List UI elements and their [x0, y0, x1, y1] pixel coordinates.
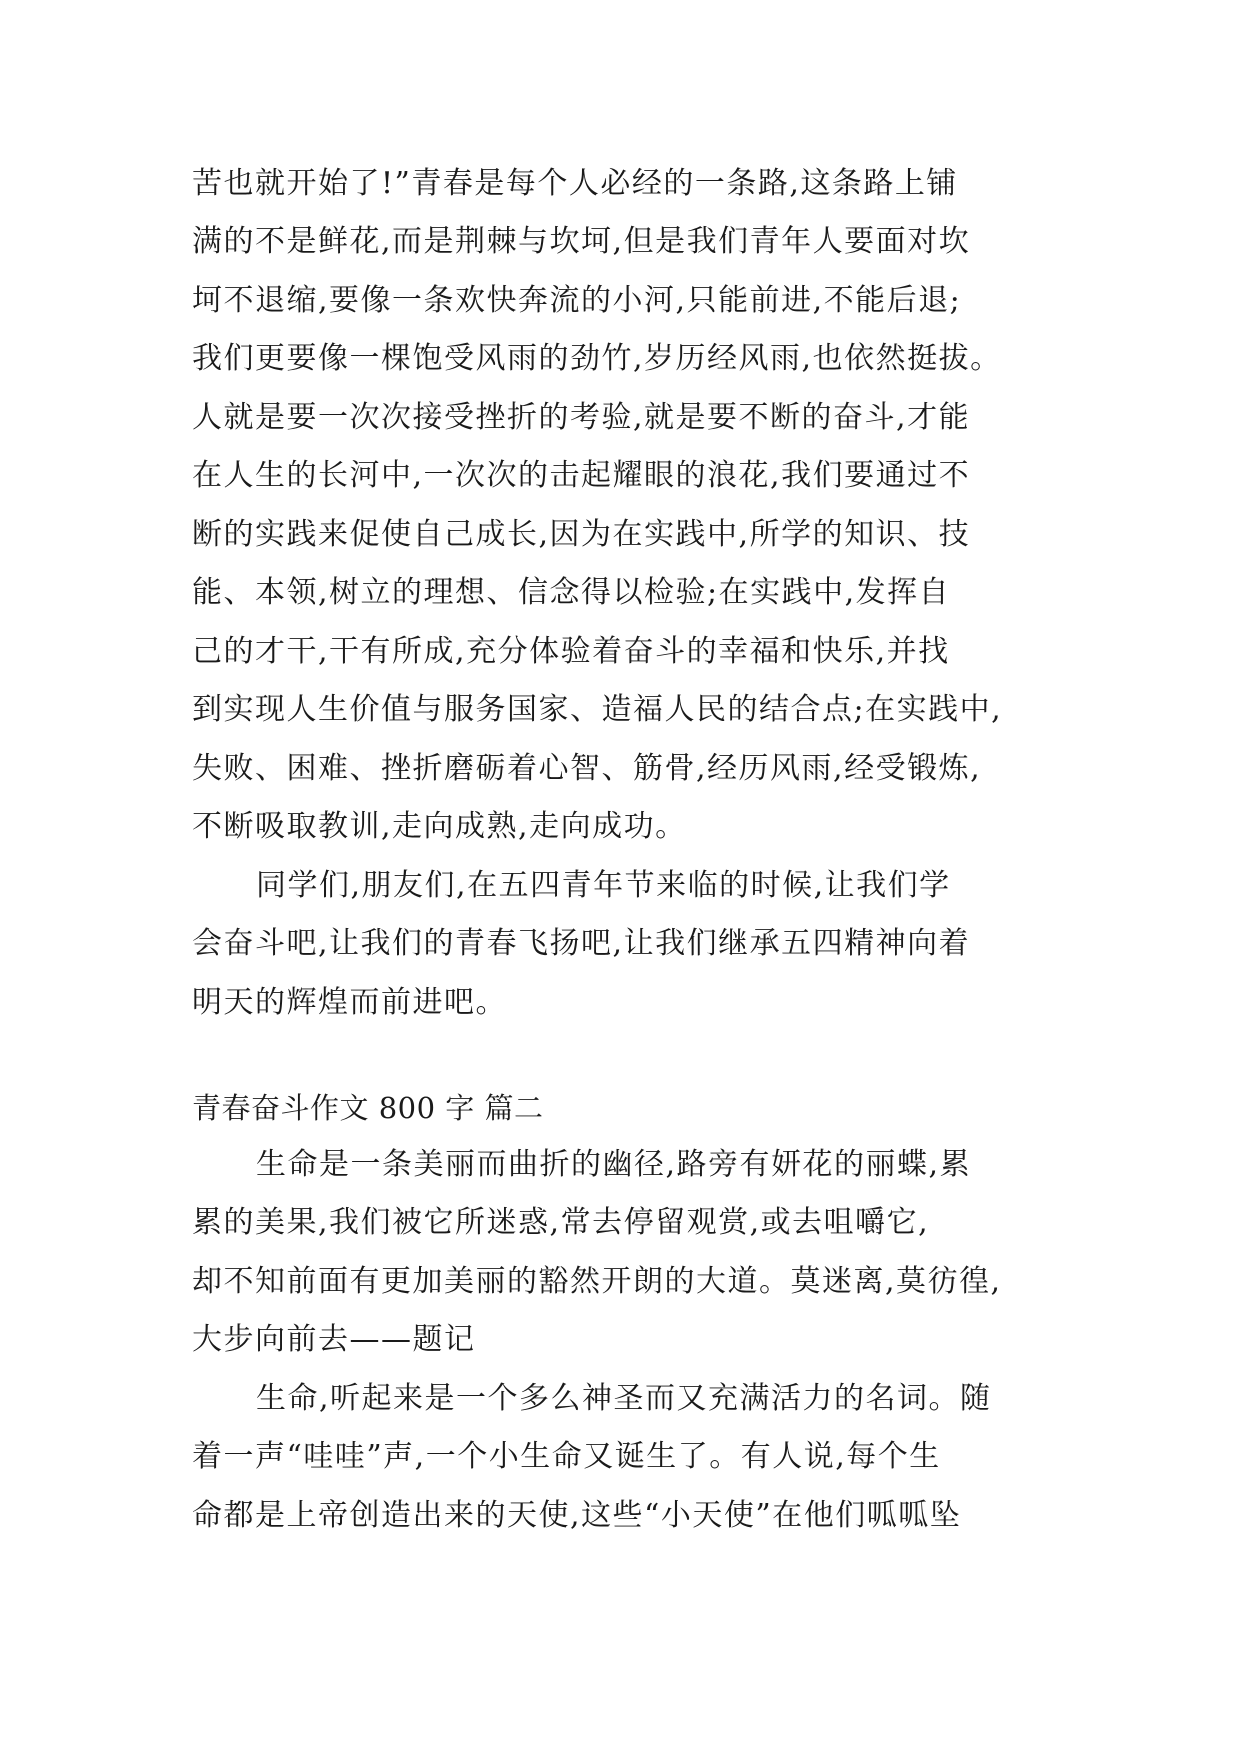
paragraph-line: 不断吸取教训,走向成熟,走向成功。 — [192, 809, 687, 844]
paragraph-line: 在人生的长河中,一次次的击起耀眼的浪花,我们要通过不 — [192, 458, 971, 493]
paragraph-line: 生命,听起来是一个多么神圣而又充满活力的名词。随 — [256, 1381, 992, 1416]
paragraph-line: 着一声“哇哇”声,一个小生命又诞生了。有人说,每个生 — [192, 1439, 941, 1474]
paragraph-line: 同学们,朋友们,在五四青年节来临的时候,让我们学 — [256, 868, 951, 903]
paragraph-line: 命都是上帝创造出来的天使,这些“小天使”在他们呱呱坠 — [192, 1498, 962, 1533]
paragraph-line: 己的才干,干有所成,充分体验着奋斗的幸福和快乐,并找 — [192, 634, 950, 669]
paragraph-line: 人就是要一次次接受挫折的考验,就是要不断的奋斗,才能 — [192, 400, 971, 435]
paragraph-line: 满的不是鲜花,而是荆棘与坎坷,但是我们青年人要面对坎 — [192, 224, 971, 259]
section-heading: 青春奋斗作文 800 字 篇二 — [192, 1091, 544, 1125]
paragraph-line: 到实现人生价值与服务国家、造福人民的结合点;在实践中, — [192, 692, 1003, 727]
epigraph-line: 累的美果,我们被它所迷惑,常去停留观赏,或去咀嚼它, — [192, 1205, 930, 1240]
paragraph-line: 苦也就开始了!”青春是每个人必经的一条路,这条路上铺 — [192, 166, 958, 201]
paragraph-line: 断的实践来促使自己成长,因为在实践中,所学的知识、技 — [192, 517, 971, 552]
paragraph-line: 坷不退缩,要像一条欢快奔流的小河,只能前进,不能后退; — [192, 283, 962, 318]
paragraph-line: 能、本领,树立的理想、信念得以检验;在实践中,发挥自 — [192, 575, 951, 610]
paragraph-line: 失败、困难、挫折磨砺着心智、筋骨,经历风雨,经受锻炼, — [192, 751, 982, 786]
paragraph-line: 明天的辉煌而前进吧。 — [192, 985, 507, 1020]
paragraph-line: 会奋斗吧,让我们的青春飞扬吧,让我们继承五四精神向着 — [192, 926, 971, 961]
epigraph-line: 却不知前面有更加美丽的豁然开朗的大道。莫迷离,莫彷徨, — [192, 1264, 1002, 1299]
epigraph-line: 大步向前去——题记 — [192, 1322, 476, 1357]
epigraph-line: 生命是一条美丽而曲折的幽径,路旁有妍花的丽蝶,累 — [256, 1147, 972, 1182]
paragraph-line: 我们更要像一棵饱受风雨的劲竹,岁历经风雨,也依然挺拔。 — [192, 341, 1002, 376]
